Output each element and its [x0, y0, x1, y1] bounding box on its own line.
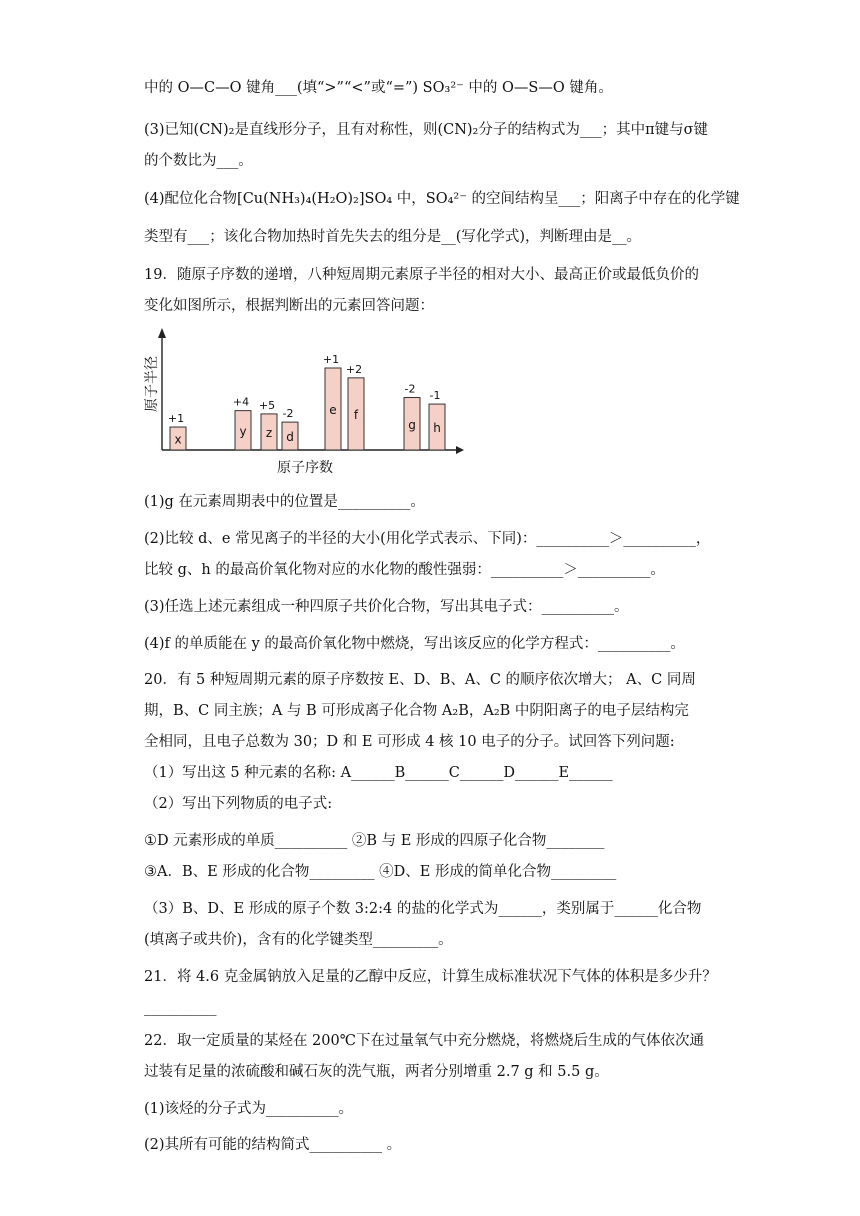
text-line: (1)该烃的分子式为__________。 — [144, 1101, 354, 1117]
x-axis-label: 原子序数 — [277, 460, 333, 476]
bar-label-e: e — [329, 403, 337, 417]
valence-label-h: -1 — [429, 389, 441, 403]
text-line: 全相同，且电子总数为 30；D 和 E 可形成 4 核 10 电子的分子。试回答下列问题: — [144, 734, 675, 750]
text-line: (3)任选上述元素组成一种四原子共价化合物，写出其电子式：__________。 — [144, 599, 629, 615]
valence-label-f: +2 — [345, 362, 363, 376]
bar-label-h: h — [433, 421, 441, 436]
valence-label-x: +1 — [167, 412, 185, 426]
question-19-line: 19．随原子序数的递增，八种短周期元素原子半径的相对大小、最高正价或最低负价的 — [144, 267, 699, 283]
text-line: 中的 O—C—O 键角___(填“>”“<”或“=”) SO₃²⁻ 中的 O—S—O 键角。 — [144, 80, 613, 96]
text-line: 期，B、C 同主族；A 与 B 可形成离子化合物 A₂B，A₂B 中阴阳离子的电子层结构完 — [144, 703, 689, 719]
chart-marks — [143, 328, 464, 476]
bar-label-g: g — [408, 417, 416, 432]
text-line: (2)其所有可能的结构简式__________ 。 — [144, 1137, 402, 1153]
valence-label-g: -2 — [404, 382, 416, 396]
text-line: (4)f 的单质能在 y 的最高价氧化物中燃烧，写出该反应的化学方程式：__________。 — [144, 636, 685, 652]
text-line: (4)配位化合物[Cu(NH₃)₄(H₂O)₂]SO₄ 中，SO₄²⁻ 的空间结构呈___；阳离子中存在的化学键 — [144, 191, 740, 207]
bar-label-x: x — [174, 432, 182, 447]
bar-label-y: y — [239, 424, 247, 439]
text-line: __________ — [144, 1000, 217, 1016]
valence-label-z: +5 — [258, 398, 276, 412]
bar-label-d: d — [286, 430, 294, 445]
valence-label-d: -2 — [282, 407, 294, 421]
y-axis-arrow — [158, 328, 166, 338]
x-axis-arrow — [456, 446, 464, 454]
text-line: 类型有___；该化合物加热时首先失去的组分是__(写化学式)，判断理由是__。 — [144, 229, 642, 245]
text-line: 变化如图所示，根据判断出的元素回答问题： — [144, 298, 434, 314]
atomic-radius-chart — [144, 322, 470, 492]
text-line: (2)比较 d、e 常见离子的半径的大小(用化学式表示、下同)：__________＞__________， — [144, 531, 711, 547]
bar-label-f: f — [353, 407, 359, 422]
text-line: ③A．B、E 形成的化合物_________ ④D、E 形成的简单化合物_________ — [144, 864, 617, 880]
valence-label-e: +1 — [322, 353, 340, 366]
text-line: (1)g 在元素周期表中的位置是__________。 — [144, 494, 425, 510]
question-20-line: 20．有 5 种短周期元素的原子序数按 E、D、B、A、C 的顺序依次增大； A、C 同周 — [144, 672, 696, 688]
text-line: 过装有足量的浓硫酸和碱石灰的洗气瓶，两者分别增重 2.7 g 和 5.5 g。 — [144, 1064, 609, 1080]
text-line: (填离子或共价)，含有的化学键类型_________。 — [144, 932, 453, 948]
valence-label-y: +4 — [232, 395, 250, 409]
y-axis-label: 原子半径 — [144, 356, 160, 412]
text-line: 比较 g、h 的最高价氧化物对应的水化物的酸性强弱：__________＞__________。 — [144, 562, 665, 578]
text-line: (3)已知(CN)₂是直线形分子，且有对称性，则(CN)₂分子的结构式为___；其中π键与σ键 — [144, 122, 709, 138]
text-line: （1）写出这 5 种元素的名称: A______B______C______D______E______ — [144, 765, 613, 781]
question-22-line: 22．取一定质量的某烃在 200℃下在过量氧气中充分燃烧，将燃烧后生成的气体依次通 — [144, 1033, 704, 1049]
text-line: 的个数比为___。 — [144, 153, 253, 169]
question-21-line: 21．将 4.6 克金属钠放入足量的乙醇中反应，计算生成标准状况下气体的体积是多少升？ — [144, 969, 717, 985]
bar-label-z: z — [265, 425, 273, 440]
text-line: （2）写出下列物质的电子式: — [144, 796, 333, 812]
text-line: ①D 元素形成的单质__________ ②B 与 E 形成的四原子化合物________ — [144, 833, 605, 849]
text-line: （3）B、D、E 形成的原子个数 3:2:4 的盐的化学式为______，类别属于______化合物 — [144, 901, 702, 917]
